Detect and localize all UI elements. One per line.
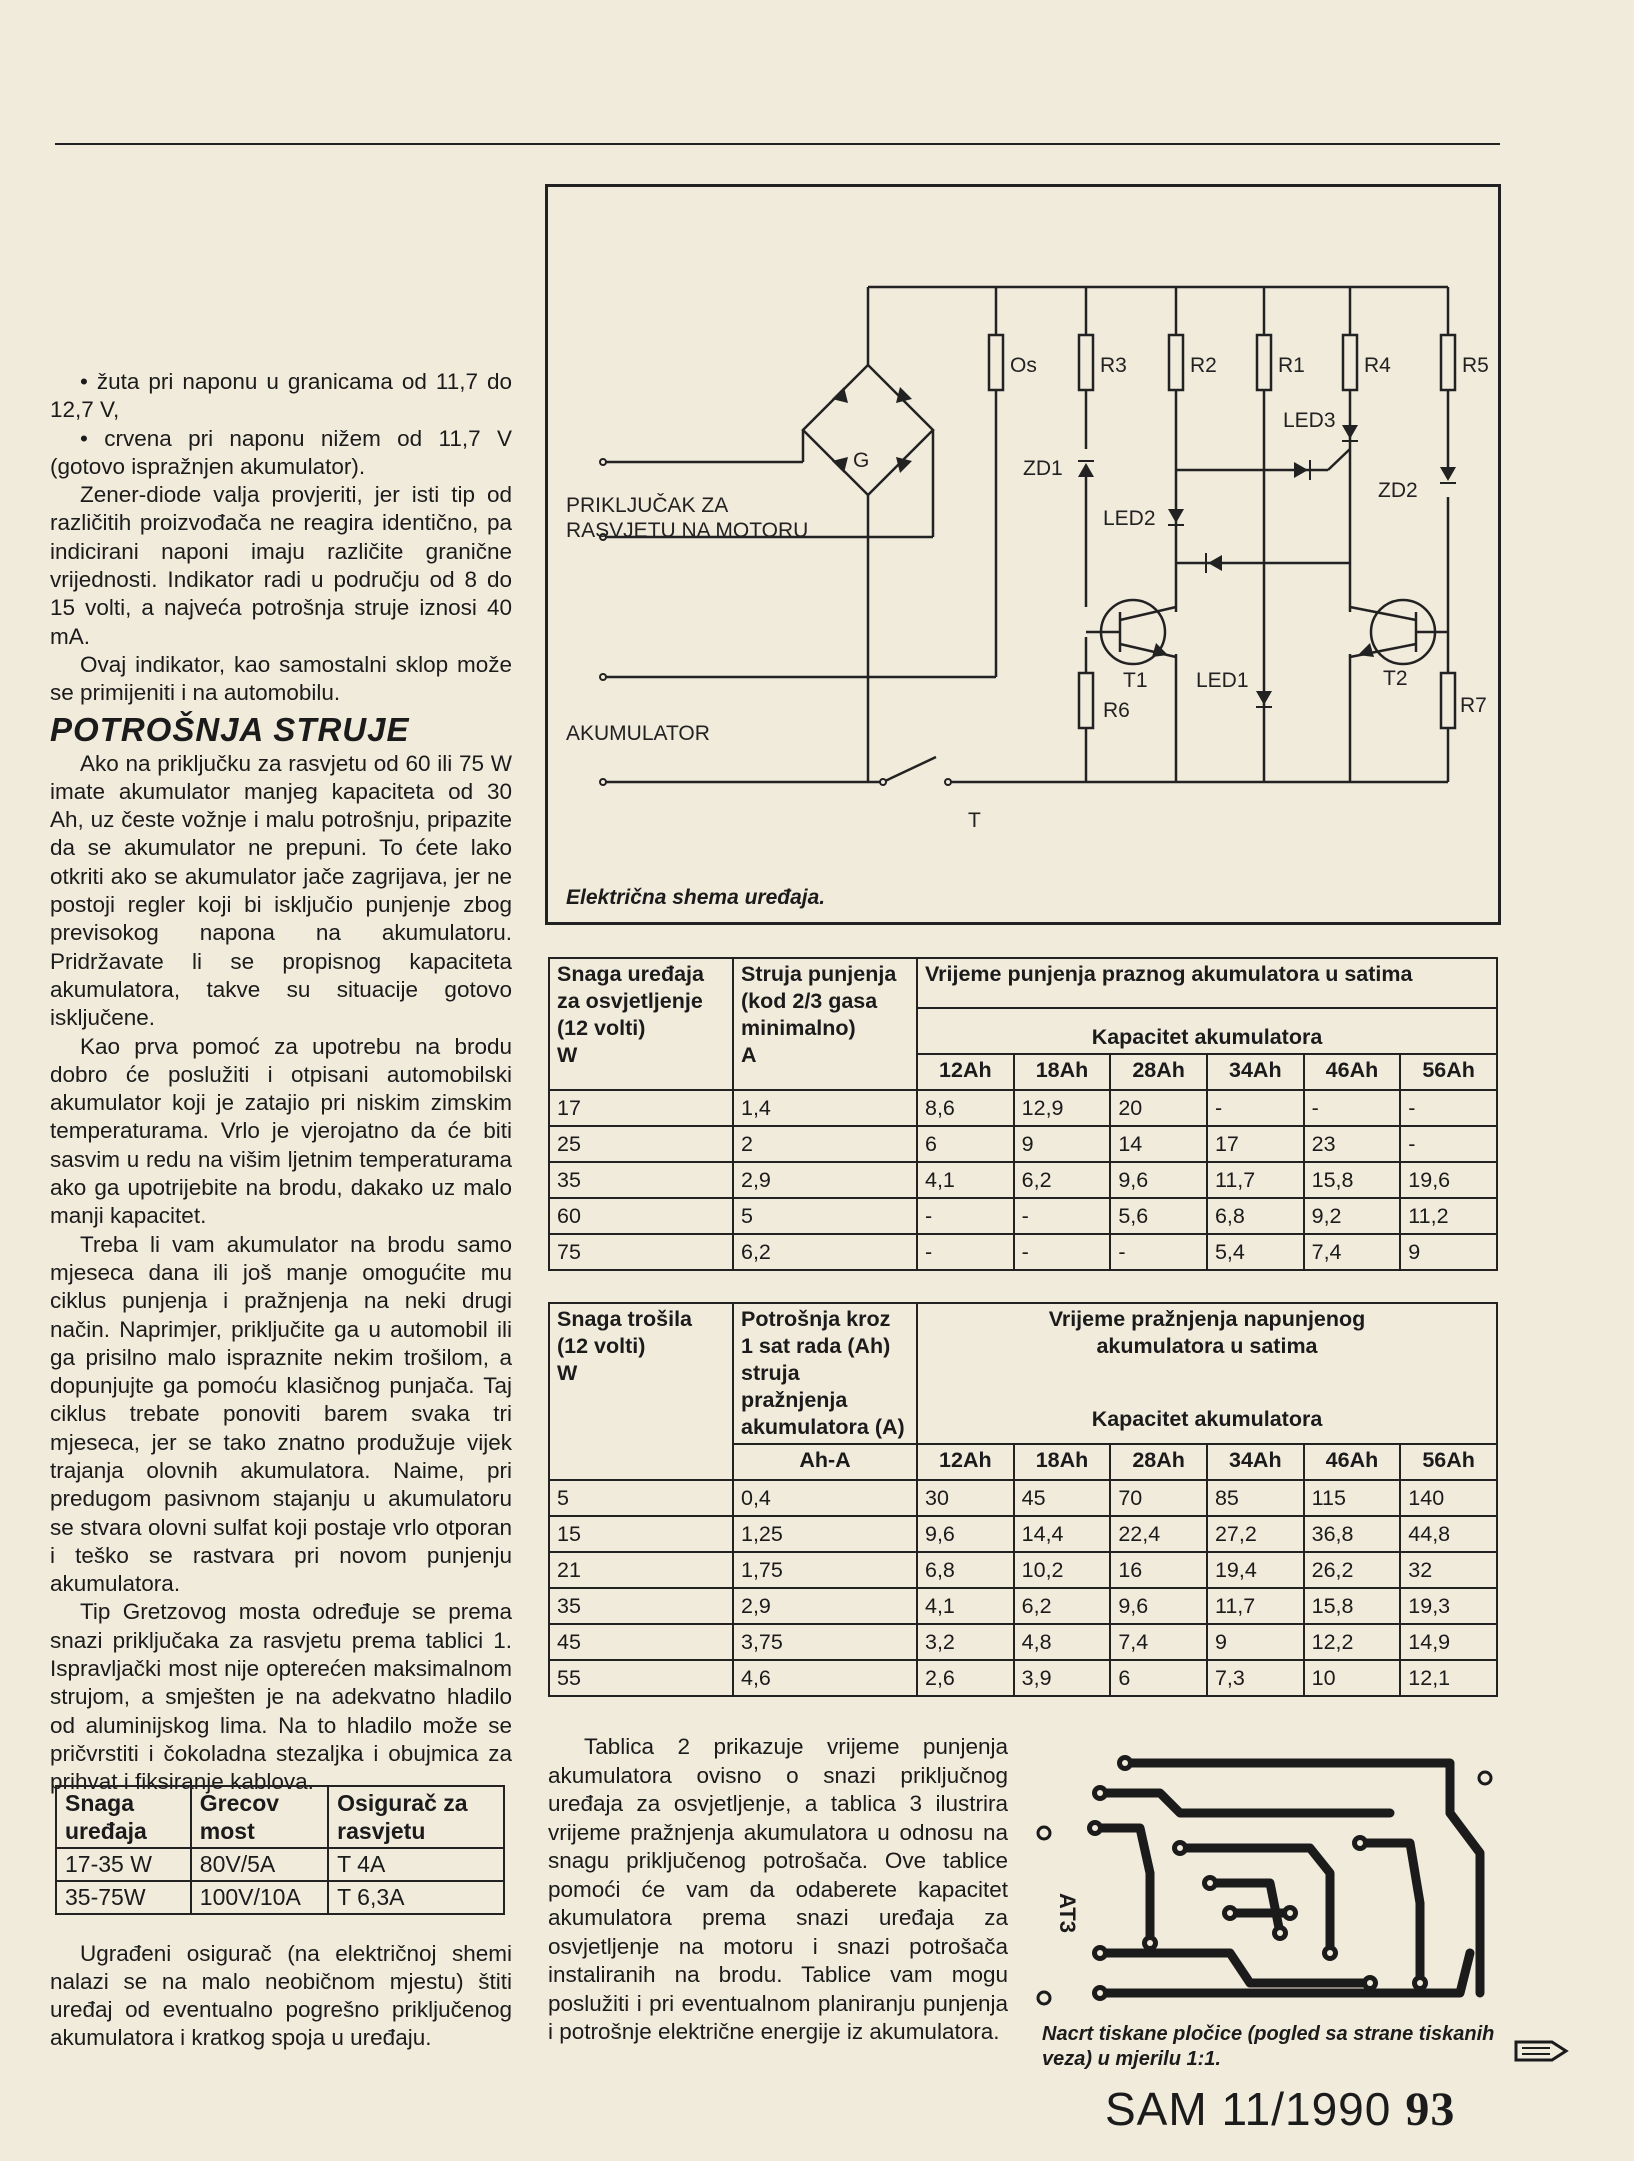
table-cell: 15,8: [1304, 1162, 1401, 1198]
table-cell: 36,8: [1304, 1516, 1401, 1552]
table-cell: 6: [917, 1126, 1014, 1162]
paragraph: Zener-diode valja provjeriti, jer isti tip od različitih proizvođača ne reagira identično, pa indicirani naponi imaju različite granične vrijednosti. Indikator radi u području od 8 do 15 volti, a najveća potrošnja struje iznosi 40 mA.: [50, 482, 512, 649]
label-r7: R7: [1460, 694, 1487, 717]
lighting-connector-label: PRIKLJUČAK ZA: [566, 494, 729, 517]
table-cell: -: [1014, 1234, 1111, 1270]
pcb-layout-drawing: [1030, 1753, 1500, 2023]
capacity-header: 12Ah: [917, 1444, 1014, 1480]
table-cell: 14: [1110, 1126, 1207, 1162]
capacity-header: 46Ah: [1304, 1444, 1401, 1480]
table-cell: 45: [1014, 1480, 1111, 1516]
header-line: (12 volti): [557, 1016, 646, 1040]
table-cell: 44,8: [1400, 1516, 1497, 1552]
table-cell: 17-35 W: [56, 1848, 191, 1881]
capacity-header: 46Ah: [1304, 1054, 1401, 1090]
table-row: [549, 1090, 1497, 1126]
table-cell: 5: [733, 1198, 917, 1234]
table-cell: 3,75: [733, 1624, 917, 1660]
table-cell: 5,4: [1207, 1234, 1304, 1270]
table-cell: 4,1: [917, 1588, 1014, 1624]
table-cell: 23: [1304, 1126, 1401, 1162]
label-r1: R1: [1278, 354, 1305, 377]
table-cell: 7,4: [1110, 1624, 1207, 1660]
label-t1: T1: [1123, 669, 1148, 692]
table-row: [549, 1552, 1497, 1588]
paragraph: Tablica 2 prikazuje vrijeme punjenja akumulatora ovisno o snazi priključnog uređaja za osvjetljenje, a tablica 3 ilustrira vrijeme pražnjenja akumulatora u odnosu na snagu priključenog potrošača. Ove tablice pomoći će vam da odaberete kapacitet akumulatora prema snazi uređaja za osvjetljenje na motoru i snazi potrošača instaliranih na brodu. Tablice vam mogu poslužiti i pri eventualnom planiranju punjenja i potrošnje električne energije iz akumulatora.: [548, 1734, 1008, 2044]
bridge-label: G: [853, 449, 870, 472]
table-cell: 75: [549, 1234, 733, 1270]
table-row: [56, 1881, 504, 1914]
paragraph: Ovaj indikator, kao samostalni sklop može se primijeniti i na automobilu.: [50, 651, 512, 706]
capacity-header: 56Ah: [1400, 1054, 1497, 1090]
table-cell: 4,8: [1014, 1624, 1111, 1660]
table-cell: 16: [1110, 1552, 1207, 1588]
capacity-header: 18Ah: [1014, 1054, 1111, 1090]
pcb-label: AT3: [1055, 1893, 1080, 1933]
table-cell: 0,4: [733, 1480, 917, 1516]
table-cell: 12,1: [1400, 1660, 1497, 1696]
capacity-header: 12Ah: [917, 1054, 1014, 1090]
capacity-header: 56Ah: [1400, 1444, 1497, 1480]
group-title: Vrijeme pražnjenja napunjenog: [1048, 1307, 1366, 1331]
table-cell: 6,8: [1207, 1198, 1304, 1234]
table-cell: 10,2: [1014, 1552, 1111, 1588]
header-line: pražnjenja: [741, 1388, 848, 1412]
table-cell: -: [917, 1198, 1014, 1234]
table-cell: 35: [549, 1162, 733, 1198]
capacity-header: 28Ah: [1110, 1444, 1207, 1480]
table-cell: 9: [1014, 1126, 1111, 1162]
table-cell: -: [1014, 1198, 1111, 1234]
header-line: (kod 2/3 gasa: [741, 989, 878, 1013]
unit-header: Ah-A: [733, 1444, 917, 1480]
table-cell: -: [1110, 1234, 1207, 1270]
table-cell: 115: [1304, 1480, 1401, 1516]
table-cell: T 6,3A: [328, 1881, 504, 1914]
table-2-charging: [548, 957, 1498, 1271]
table-row: [549, 1660, 1497, 1696]
table-row: [549, 1516, 1497, 1552]
lighting-connector-label: RASVJETU NA MOTORU: [566, 519, 809, 542]
paragraph: Ako na priključku za rasvjetu od 60 ili 75 W imate akumulator manjeg kapaciteta od 30 Ah, uz česte vožnje i malu potrošnju, pripazite da se akumulator ne prepuni. To ćete lako otkriti ako se akumulator jače zagrijava, jer ne postoji regler koji bi isključio punjenje zbog previsokog napona na akumulatoru. Pridržavate li se propisnog kapaciteta akumulatora, takve su situacije gotovo isključene.: [50, 750, 512, 1031]
table-cell: -: [1400, 1126, 1497, 1162]
table-cell: 7,4: [1304, 1234, 1401, 1270]
label-led1: LED1: [1196, 669, 1249, 692]
table-cell: 17: [549, 1090, 733, 1126]
paragraph: Tip Gretzovog mosta određuje se prema snazi priključaka za rasvjetu prema tablici 1. Ispravljački most nije opterećen maksimalnom strujom, a smješten je na adekvatno hladilo od aluminijskog lima. Na to hladilo može se pričvrstiti i čokoladna stezaljka i obujmica za prihvat i fiksiranje kablova.: [50, 1599, 512, 1795]
capacity-title: Kapacitet akumulatora: [1091, 1407, 1323, 1431]
table-row: [549, 1588, 1497, 1624]
capacity-header: 28Ah: [1110, 1054, 1207, 1090]
table-cell: 25: [549, 1126, 733, 1162]
table-header: Grecov most: [191, 1786, 328, 1848]
table-cell: 9: [1400, 1234, 1497, 1270]
table-cell: 26,2: [1304, 1552, 1401, 1588]
capacity-title: Kapacitet akumulatora: [917, 1008, 1497, 1054]
switch-label: T: [968, 809, 981, 832]
table-cell: 8,6: [917, 1090, 1014, 1126]
table-row: [549, 1198, 1497, 1234]
magazine-issue: SAM 11/1990: [1105, 2083, 1392, 2135]
capacity-header: 34Ah: [1207, 1054, 1304, 1090]
label-r5: R5: [1462, 354, 1489, 377]
table-cell: 5: [549, 1480, 733, 1516]
table-cell: 100V/10A: [191, 1881, 328, 1914]
table-cell: 11,7: [1207, 1162, 1304, 1198]
table-row: [549, 1234, 1497, 1270]
table-cell: 22,4: [1110, 1516, 1207, 1552]
table-cell: 9,6: [1110, 1588, 1207, 1624]
table-row: [549, 1126, 1497, 1162]
table-cell: 20: [1110, 1090, 1207, 1126]
table-cell: 19,3: [1400, 1588, 1497, 1624]
table-cell: 1,4: [733, 1090, 917, 1126]
table-row: [549, 1162, 1497, 1198]
table-cell: 11,2: [1400, 1198, 1497, 1234]
table-cell: 6,8: [917, 1552, 1014, 1588]
circuit-diagram: [548, 187, 1498, 922]
continue-arrow-icon: [1512, 2036, 1572, 2066]
table-cell: 6,2: [1014, 1588, 1111, 1624]
table-cell: 14,9: [1400, 1624, 1497, 1660]
header-line: (12 volti): [557, 1334, 646, 1358]
table-cell: 32: [1400, 1552, 1497, 1588]
table-cell: 45: [549, 1624, 733, 1660]
table-cell: 5,6: [1110, 1198, 1207, 1234]
table-cell: 7,3: [1207, 1660, 1304, 1696]
table-cell: 60: [549, 1198, 733, 1234]
table-cell: 35: [549, 1588, 733, 1624]
table-cell: 9,6: [1110, 1162, 1207, 1198]
table-cell: 17: [1207, 1126, 1304, 1162]
label-t2: T2: [1383, 667, 1408, 690]
header-line: W: [557, 1043, 578, 1067]
header-line: Snaga uređaja: [557, 962, 704, 986]
table-cell: 2,6: [917, 1660, 1014, 1696]
table-cell: 1,75: [733, 1552, 917, 1588]
table-cell: 6,2: [1014, 1162, 1111, 1198]
battery-label: AKUMULATOR: [566, 722, 710, 745]
header-line: akumulatora (A): [741, 1415, 905, 1439]
table-cell: -: [1207, 1090, 1304, 1126]
table-cell: 14,4: [1014, 1516, 1111, 1552]
label-zd2: ZD2: [1378, 479, 1418, 502]
table-3-body: [549, 1480, 1497, 1696]
table-3-discharging: [548, 1302, 1498, 1697]
label-r4: R4: [1364, 354, 1391, 377]
table-2-body: [549, 1090, 1497, 1270]
right-column-text: [548, 1733, 1008, 2047]
header-line: A: [741, 1043, 757, 1067]
table-cell: 9: [1207, 1624, 1304, 1660]
table-cell: 27,2: [1207, 1516, 1304, 1552]
group-title: Vrijeme punjenja praznog akumulatora u satima: [917, 958, 1497, 1008]
header-line: za osvjetljenje: [557, 989, 703, 1013]
header-line: 1 sat rada (Ah): [741, 1334, 891, 1358]
paragraph: • žuta pri naponu u granicama od 11,7 do 12,7 V,: [50, 369, 512, 423]
table-cell: 1,25: [733, 1516, 917, 1552]
table-row: [56, 1848, 504, 1881]
table-cell: 4,1: [917, 1162, 1014, 1198]
label-led3: LED3: [1283, 409, 1336, 432]
label-zd1: ZD1: [1023, 457, 1063, 480]
table-cell: 30: [917, 1480, 1014, 1516]
table-cell: -: [1400, 1090, 1497, 1126]
header-line: minimalno): [741, 1016, 856, 1040]
header-line: Potrošnja kroz: [741, 1307, 891, 1331]
capacity-header: 34Ah: [1207, 1444, 1304, 1480]
table-cell: 12,2: [1304, 1624, 1401, 1660]
table-cell: 2,9: [733, 1162, 917, 1198]
top-rule: [55, 143, 1500, 145]
group-title: akumulatora u satima: [1096, 1334, 1318, 1358]
table-cell: 15: [549, 1516, 733, 1552]
table-cell: 9,6: [917, 1516, 1014, 1552]
paragraph: Ugrađeni osigurač (na električnoj shemi nalazi se na malo neobičnom mjestu) štiti uređaj od eventualno pogrešno priključenog akumulatora i kratkog spoja u uređaju.: [50, 1941, 512, 2050]
table-cell: 2,9: [733, 1588, 917, 1624]
paragraph: Kao prva pomoć za upotrebu na brodu dobro će poslužiti i otpisani automobilski akumulator koji je zatajio pri niskim zimskim temperaturama. Vrlo je vjerojatno da će biti sasvim u redu na višim ljetnim temperaturama ako ga upotrijebite na brodu, dakako uz malo manji kapacitet.: [50, 1033, 512, 1229]
table-cell: 80V/5A: [191, 1848, 328, 1881]
table-cell: -: [917, 1234, 1014, 1270]
table-cell: 4,6: [733, 1660, 917, 1696]
table-cell: 3,9: [1014, 1660, 1111, 1696]
label-r3: R3: [1100, 354, 1127, 377]
schematic-figure: [545, 184, 1501, 925]
table-cell: 55: [549, 1660, 733, 1696]
pcb-caption: Nacrt tiskane pločice (pogled sa strane tiskanih veza) u mjerilu 1:1.: [1042, 2023, 1495, 2070]
table-cell: 19,4: [1207, 1552, 1304, 1588]
table-cell: 9,2: [1304, 1198, 1401, 1234]
header-line: W: [557, 1361, 578, 1385]
label-r2: R2: [1190, 354, 1217, 377]
table-cell: 15,8: [1304, 1588, 1401, 1624]
page-footer: [1105, 2082, 1455, 2137]
table-cell: -: [1304, 1090, 1401, 1126]
table-cell: 6: [1110, 1660, 1207, 1696]
table-cell: 19,6: [1400, 1162, 1497, 1198]
table-row: [549, 1480, 1497, 1516]
section-heading: POTROŠNJA STRUJE: [50, 710, 410, 748]
paragraph: • crvena pri naponu nižem od 11,7 V (gotovo ispražnjen akumulator).: [50, 425, 512, 479]
table-cell: 11,7: [1207, 1588, 1304, 1624]
capacity-header: 18Ah: [1014, 1444, 1111, 1480]
page-number: 93: [1405, 2083, 1456, 2136]
table-cell: 3,2: [917, 1624, 1014, 1660]
label-os: Os: [1010, 354, 1037, 377]
paragraph: Treba li vam akumulator na brodu samo mjeseca dana ili još manje omogućite mu ciklus punjenja i pražnjenja na neki drugi način. Naprimjer, priključite ga u automobil ili ga prisilno malo ispraznite nekim trošilom, a dopunjujte ga pomoću klasičnog punjača. Taj ciklus trebate ponoviti barem svaka tri mjeseca, jer se tako znatno produžuje vijek trajanja olovnih akumulatora. Naime, pri predugom pasivnom stajanju u akumulatoru se stvara olovni sulfat koji postaje vrlo otporan i teško se rastvara pri novom punjenju akumulatora.: [50, 1231, 512, 1597]
table-header: Snaga uređaja: [56, 1786, 191, 1848]
figure-caption: Električna shema uređaja.: [566, 886, 826, 909]
table-cell: 6,2: [733, 1234, 917, 1270]
table-cell: 21: [549, 1552, 733, 1588]
table-cell: 140: [1400, 1480, 1497, 1516]
label-led2: LED2: [1103, 507, 1156, 530]
table-cell: 10: [1304, 1660, 1401, 1696]
label-r6: R6: [1103, 699, 1130, 722]
header-line: Snaga trošila: [557, 1307, 693, 1331]
table-cell: 35-75W: [56, 1881, 191, 1914]
table-1-bridge-fuse: [55, 1785, 505, 1915]
table-cell: T 4A: [328, 1848, 504, 1881]
header-line: Struja punjenja: [741, 962, 897, 986]
table-row: [549, 1624, 1497, 1660]
left-after-table: [50, 1940, 512, 2052]
table-cell: 70: [1110, 1480, 1207, 1516]
table-header: Osigurač za rasvjetu: [328, 1786, 504, 1848]
table-cell: 12,9: [1014, 1090, 1111, 1126]
header-line: struja: [741, 1361, 800, 1385]
table-cell: 2: [733, 1126, 917, 1162]
left-column: [50, 368, 512, 1797]
table-cell: 85: [1207, 1480, 1304, 1516]
